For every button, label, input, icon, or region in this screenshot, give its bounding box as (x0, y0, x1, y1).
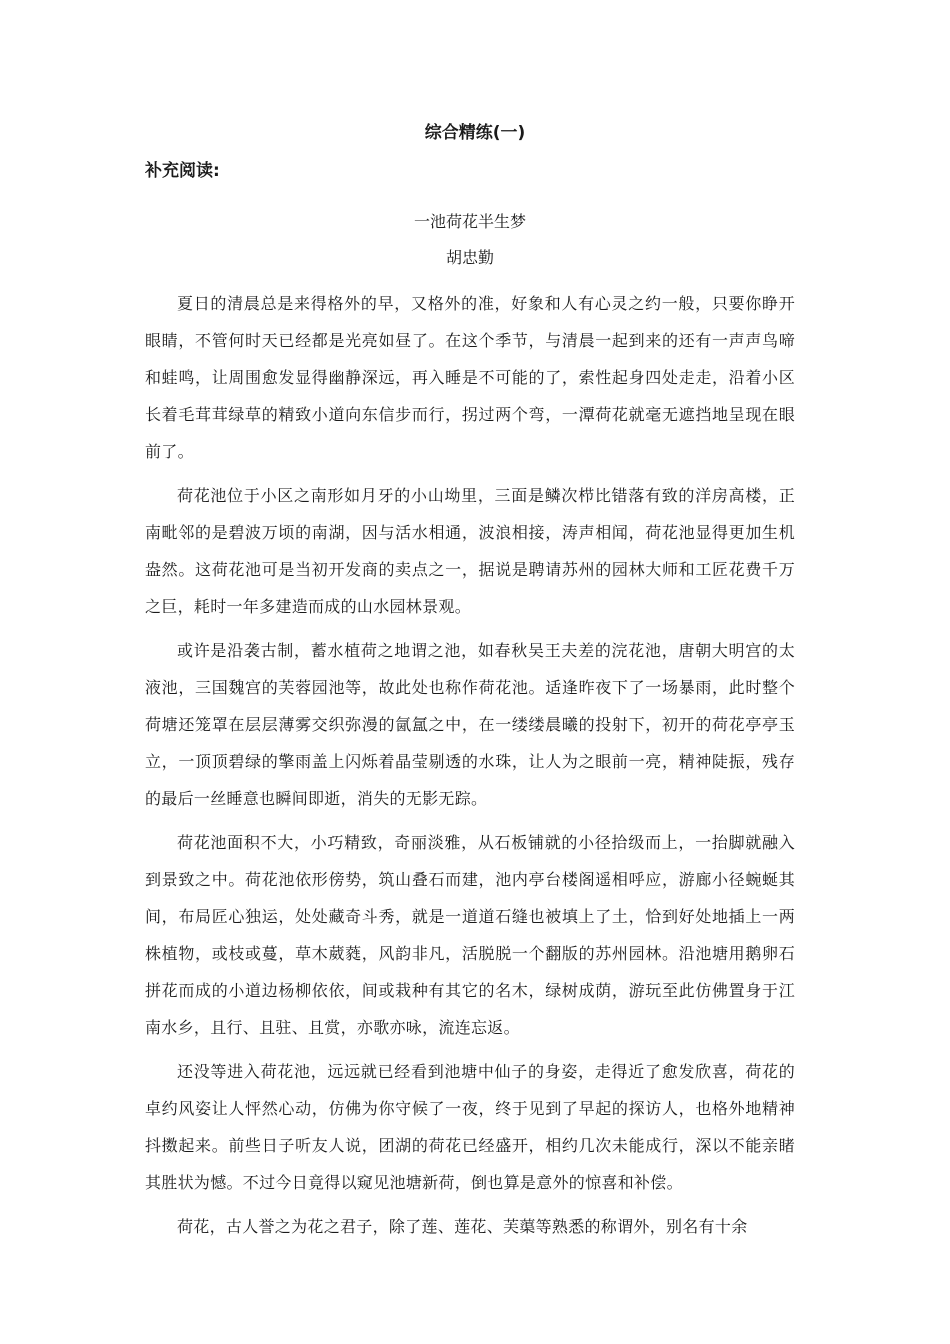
paragraph-6: 荷花，古人誉之为花之君子，除了莲、莲花、芙蕖等熟悉的称谓外，别名有十余 (177, 1217, 748, 1236)
essay-author: 胡忠勤 (445, 248, 494, 267)
essay-title: 一池荷花半生梦 (413, 212, 526, 231)
section-label: 补充阅读: (145, 161, 220, 181)
essay-body (145, 285, 795, 1245)
paragraph-3: 或许是沿袭古制，蓄水植荷之地谓之池，如春秋吴王夫差的浣花池，唐朝大明宫的太液池，三国魏宫的芙蓉园池等，故此处也称作荷花池。适逢昨夜下了一场暴雨，此时整个荷塘还笼罩在层层薄雾交织弥漫的氤氲之中，在一缕缕晨曦的投射下，初开的荷花亭亭玉立，一顶顶碧绿的擎雨盖上闪烁着晶莹剔透的水珠，让人为之眼前一亮，精神陡振，残存的最后一丝睡意也瞬间即逝，消失的无影无踪。 (145, 641, 795, 808)
document-title: 综合精练(一) (424, 123, 526, 143)
paragraph-2: 荷花池位于小区之南形如月牙的小山坳里，三面是鳞次栉比错落有致的洋房高楼，正南毗邻的是碧波万顷的南湖，因与活水相通，波浪相接，涛声相闻，荷花池显得更加生机盎然。这荷花池可是当初开发商的卖点之一，据说是聘请苏州的园林大师和工匠花费千万之巨，耗时一年多建造而成的山水园林景观。 (145, 486, 795, 616)
paragraph-5: 还没等进入荷花池，远远就已经看到池塘中仙子的身姿，走得近了愈发欣喜，荷花的卓约风姿让人怦然心动，仿佛为你守候了一夜，终于见到了早起的探访人，也格外地精神抖擞起来。前些日子听友人说，团湖的荷花已经盛开，相约几次未能成行，深以不能亲睹其胜状为憾。不过今日竟得以窥见池塘新荷，倒也算是意外的惊喜和补偿。 (145, 1062, 795, 1192)
document-page (145, 118, 795, 1252)
paragraph-1: 夏日的清晨总是来得格外的早，又格外的准，好象和人有心灵之约一般，只要你睁开眼睛，不管何时天已经都是光亮如昼了。在这个季节，与清晨一起到来的还有一声声鸟啼和蛙鸣，让周围愈发显得幽静深远，再入睡是不可能的了，索性起身四处走走，沿着小区长着毛茸茸绿草的精致小道向东信步而行，拐过两个弯，一潭荷花就毫无遮挡地呈现在眼前了。 (145, 294, 795, 461)
paragraph-4: 荷花池面积不大，小巧精致，奇丽淡雅，从石板铺就的小径拾级而上，一抬脚就融入到景致之中。荷花池依形傍势，筑山叠石而建，池内亭台楼阁遥相呼应，游廊小径蜿蜒其间，布局匠心独运，处处藏奇斗秀，就是一道道石缝也被填上了土，恰到好处地插上一两株植物，或枝或蔓，草木葳蕤，风韵非凡，活脱脱一个翻版的苏州园林。沿池塘用鹅卵石拼花而成的小道边杨柳依依，间或栽种有其它的名木，绿树成荫，游玩至此仿佛置身于江南水乡，且行、且驻、且赏，亦歌亦咏，流连忘返。 (145, 833, 795, 1037)
